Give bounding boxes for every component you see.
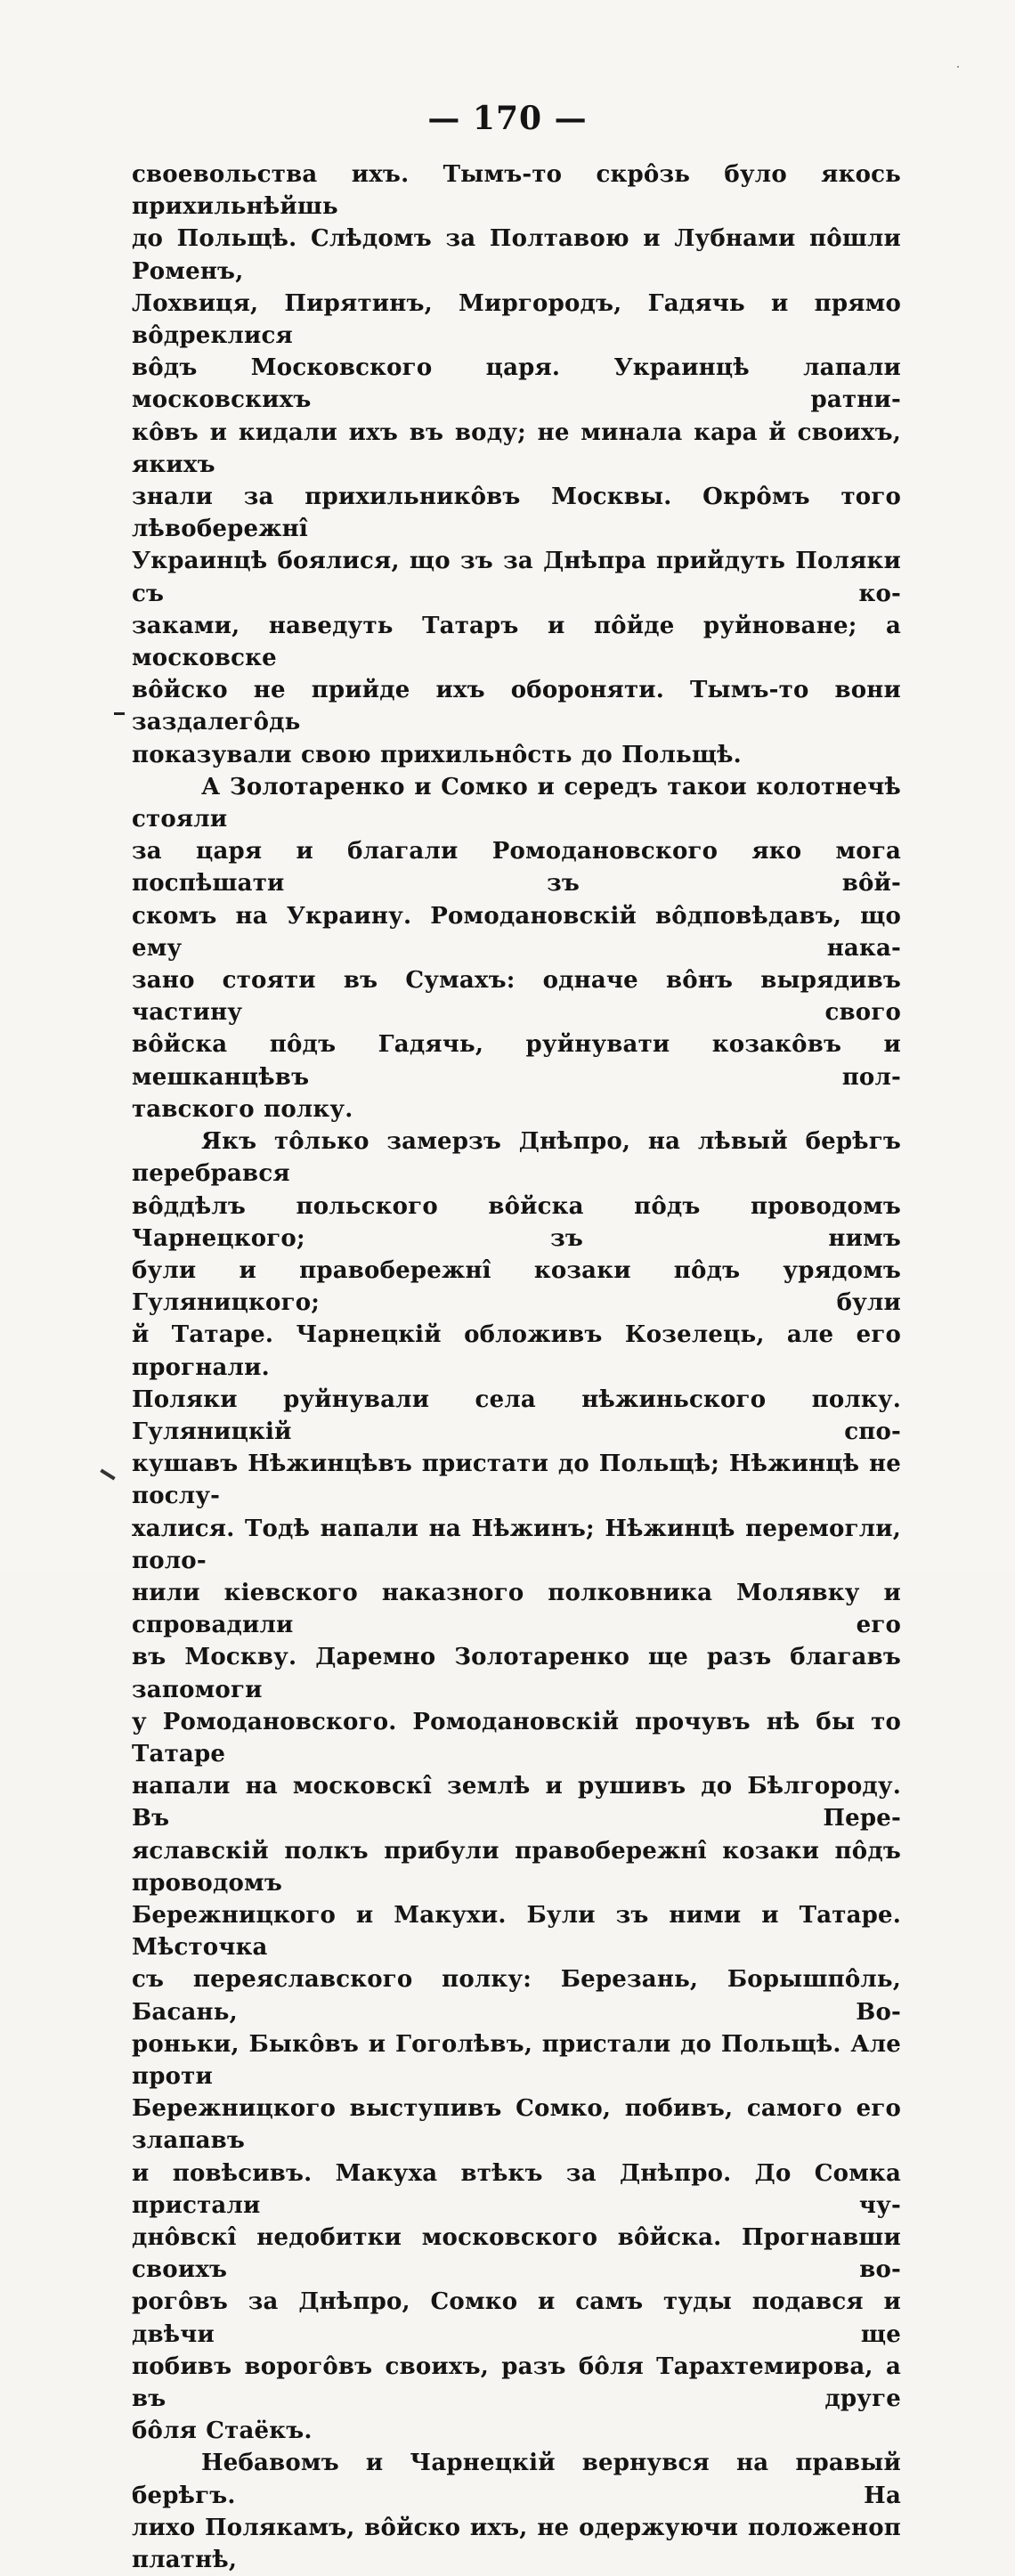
text-line: А Золотаренко и Сомко и середъ такои колотнечѣ стояли [132,773,901,833]
body-text [132,158,901,2576]
paragraph-3 [132,1125,901,2447]
text-line: кôвъ и кидали ихъ въ воду; не минала кара й своихъ, якихъ [132,418,901,478]
text-line: показували свою прихильнôсть до Польщѣ. [132,741,742,768]
text-line: вôйска пôдъ Гадячь, руйнувати козакôвъ и мешканцѣвъ пол- [132,1031,901,1091]
text-line: своевольства ихъ. Тымъ-то скрôзь було якось прихильнѣйшь [132,161,901,221]
text-line: Украинцѣ боялися, що зъ за Днѣпра прийдуть Поляки съ ко- [132,548,901,607]
text-line: въ Москву. Даремно Золотаренко ще разъ благавъ запомоги [132,1644,901,1703]
text-line: скомъ на Украину. Ромодановскій вôдповѣдавъ, що ему нака- [132,902,901,962]
text-line: заками, наведуть Татаръ и пôйде руйноване; а московске [132,612,901,672]
paper-speck [957,66,959,68]
text-line: Бережницкого и Макухи. Були зъ ними и Татаре. Мѣсточка [132,1901,901,1962]
text-line: халися. Тодѣ напали на Нѣжинъ; Нѣжинцѣ перемогли, поло- [132,1515,901,1574]
text-line: Лохвиця, Пирятинъ, Миргородъ, Гадячь и прямо вôдреклися [132,289,901,350]
text-line: напали на московскî землѣ и рушивъ до Бѣлгороду. Въ Пере- [132,1773,901,1832]
text-line: и повѣсивъ. Макуха втѣкъ за Днѣпро. До Сомка пристали чу- [132,2159,901,2219]
text-line: бôля Стаёкъ. [132,2418,313,2445]
paragraph-2 [132,771,901,1125]
text-line: съ переяславского полку: Березань, Борышпôль, Басань, Во- [132,1966,901,2026]
text-line: Якъ тôлько замерзъ Днѣпро, на лѣвый берѣгъ перебрався [132,1128,901,1188]
paragraph-4 [132,2447,901,2576]
text-line: знали за прихильникôвъ Москвы. Окрôмъ того лѣвобережнî [132,484,901,543]
text-line: до Польщѣ. Слѣдомъ за Полтавою и Лубнами пôшли Роменъ, [132,225,901,285]
text-line: вôйско не прийде ихъ обороняти. Тымъ-то вони заздалегôдь [132,677,901,736]
text-line: вôдъ Московского царя. Украинцѣ лапали московскихъ ратни- [132,354,901,414]
text-line: побивъ ворогôвъ своихъ, разъ бôля Тарахтемирова, а въ друге [132,2353,901,2413]
text-line: зано стояти въ Сумахъ: одначе вôнъ вырядивъ частину свого [132,967,901,1027]
text-line: у Ромодановского. Ромодановскій прочувъ нѣ бы то Татаре [132,1708,901,1767]
text-line: рогôвъ за Днѣпро, Сомко и самъ туды подався и двѣчи ще [132,2288,901,2348]
text-line: Бережницкого выступивъ Сомко, побивъ, самого его злапавъ [132,2095,901,2155]
paragraph-1 [132,158,901,771]
text-line: вôддѣлъ польского вôйска пôдъ проводомъ Чарнецкого; зъ нимъ [132,1192,901,1252]
text-line: нили кіевского наказного полковника Молявку и спровадили его [132,1579,901,1639]
text-line: днôвскî недобитки московского вôйска. Прогнавши своихъ во- [132,2224,901,2284]
text-line: Небавомъ и Чарнецкій вернувся на правый берѣгъ. На [132,2450,901,2509]
text-line: були и правобережнî козаки пôдъ урядомъ Гуляницкого; були [132,1256,901,1317]
text-line: лихо Полякамъ, вôйско ихъ, не одержуючи положеноп платнѣ, [132,2514,901,2574]
text-line: й Татаре. Чарнецкій обложивъ Козелець, але его прогнали. [132,1321,901,1381]
margin-mark [114,712,125,715]
text-line: яславскій полкъ прибули правобережнî козаки пôдъ проводомъ [132,1837,901,1897]
page-number: — 170 — [427,100,588,137]
text-line: Поляки руйнували села нѣжиньского полку. Гуляницкій спо- [132,1386,901,1445]
text-line: тавского полку. [132,1095,353,1123]
text-line: кушавъ Нѣжинцѣвъ пристати до Польщѣ; Нѣжинцѣ не послу- [132,1451,901,1510]
ink-speck [100,1469,115,1481]
text-line: за царя и благали Ромодановского яко мога поспѣшати зъ вôй- [132,838,901,898]
text-line: роньки, Быкôвъ и Гоголѣвъ, пристали до Польщѣ. Але проти [132,2030,901,2090]
